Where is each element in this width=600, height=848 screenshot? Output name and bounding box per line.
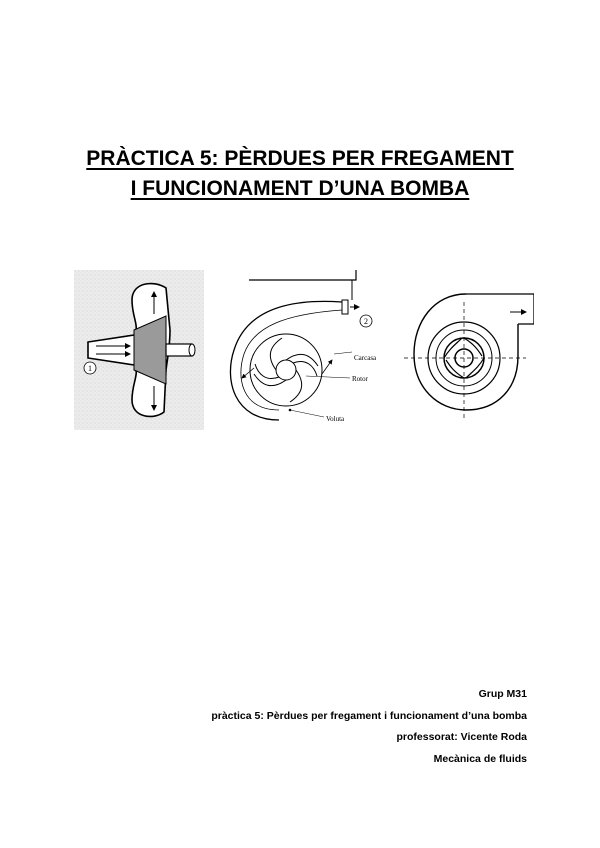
document-title — [0, 144, 600, 204]
voluta-label: Voluta — [326, 415, 345, 423]
group-label: Grup M31 — [478, 688, 527, 700]
pump-front-view — [404, 294, 534, 420]
document-info — [211, 684, 527, 770]
title-line-2: I FUNCIONAMENT D’UNA BOMBA — [130, 177, 470, 200]
title-line-1: PRÀCTICA 5: PÈRDUES PER FREGAMENT — [86, 147, 514, 170]
rotor-label: Rotor — [352, 375, 368, 383]
practice-label: pràctica 5: Pèrdues per fregament i funcionament d’una bomba — [211, 709, 527, 722]
pump-diagram — [74, 270, 534, 430]
pump-cross-section — [74, 270, 204, 430]
carcasa-label: Carcasa — [354, 354, 377, 362]
outlet-label: 2 — [364, 317, 368, 326]
subject-label: Mecànica de fluids — [433, 752, 527, 765]
professor-label: professorat: Vicente Roda — [396, 731, 527, 743]
inlet-label: 1 — [88, 364, 92, 373]
pump-volute-view — [230, 270, 377, 423]
